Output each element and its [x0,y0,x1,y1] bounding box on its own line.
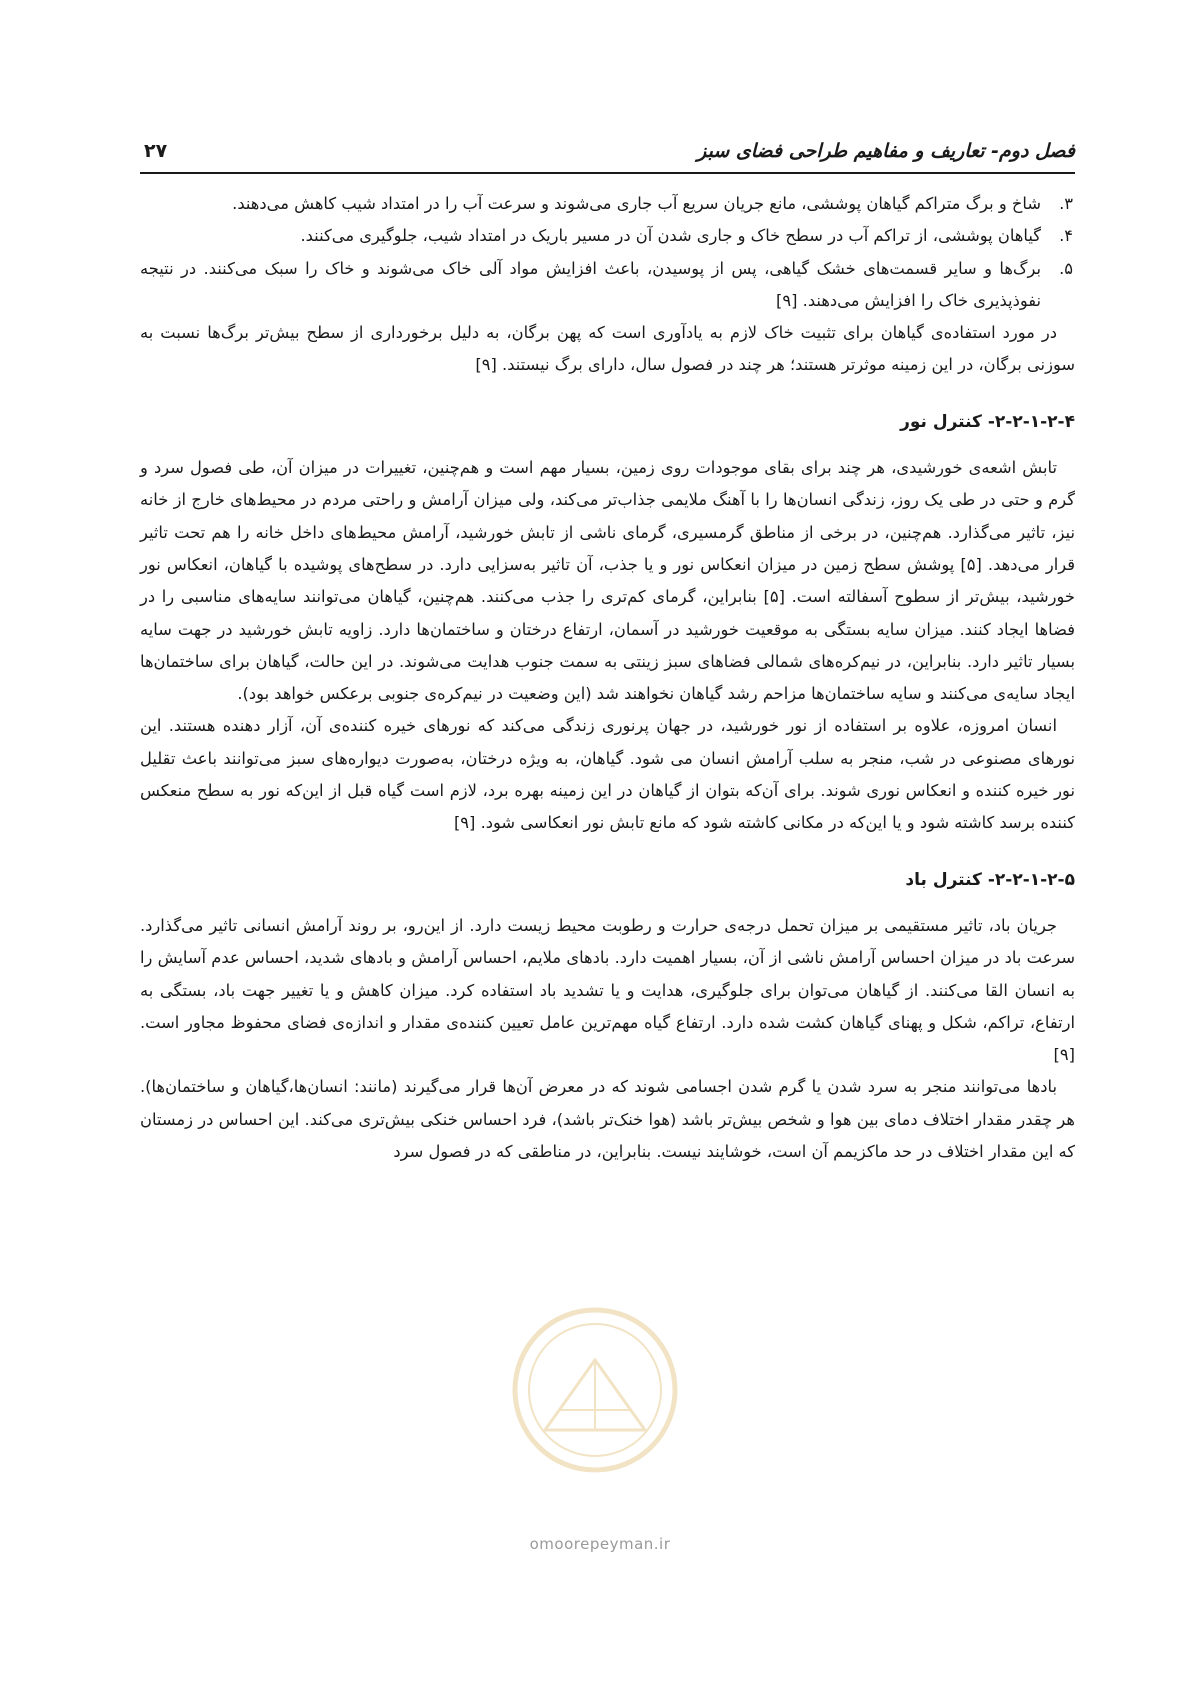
page-number: ۲۷ [144,140,168,162]
page-header [140,138,1075,174]
list-item-number: ۳. [1059,194,1073,213]
section-heading-light-control: ۲-۲-۱-۲-۴- کنترل نور [900,411,1075,432]
section-heading-wind-control: ۲-۲-۱-۲-۵- کنترل باد [905,869,1075,890]
paragraph: در مورد استفاده‌ی گیاهان برای تثبیت خاک لازم به یادآوری است که پهن برگان، به دلیل برخورداری از سطح بیش‌تر برگ‌ها نسبت به سوزنی برگان، در این زمینه موثرتر هستند؛ هر چند در فصول سال، دارای برگ نیستند. [۹] [140,323,1075,375]
list-item-text: برگ‌ها و سایر قسمت‌های خشک گیاهی، پس از پوسیدن، باعث افزایش مواد آلی خاک می‌شوند و خاک را سبک می‌کنند. در نتیجه نفوذپذیری خاک را افزایش می‌دهند. [۹] [140,258,1041,310]
paragraph: جریان باد، تاثیر مستقیمی بر میزان تحمل درجه‌ی حرارت و رطوبت محیط زیست دارد. از این‌رو، بر روند آرامش انسانی تاثیر می‌گذارد. سرعت باد در میزان احساس آرامش ناشی از آن، بسیار اهمیت دارد. بادهای ملایم، احساس آرامش و بادهای شدید، احساس عدم آسایش را به انسان القا می‌کنند. از گیاهان می‌توان برای جلوگیری، هدایت و یا تشدید باد استفاده کرد. میزان کاهش و یا تغییر جهت باد، بستگی به ارتفاع، تراکم، شکل و پهنای گیاهان کشت شده دارد. ارتفاع گیاه مهم‌ترین عامل تعیین کننده‌ی مقدار و اندازه‌ی فضای محفوظ مجاور است. [۹] [140,915,1075,1065]
list-item-number: ۵. [1059,258,1073,278]
paragraph: بادها می‌توانند منجر به سرد شدن یا گرم شدن اجسامی شوند که در معرض آن‌ها قرار می‌گیرند (مانند: انسان‌ها،گیاهان و ساختمان‌ها). هر چقدر مقدار اختلاف دمای بین هوا و شخص بیش‌تر باشد (هوا خنک‌تر باشد)، فرد احساس خنکی بیش‌تری می‌کند. این احساس در زمستان که این مقدار اختلاف در حد ماکزیمم آن است، خوشایند نیست. بنابراین، در مناطقی که در فصول سرد [140,1077,1075,1162]
watermark-url: omoorepeyman.ir [529,1535,671,1553]
list-item [140,253,1075,318]
running-title: فصل دوم- تعاریف و مفاهیم طراحی فضای سبز [697,140,1075,162]
page-content [140,188,1075,1168]
list-item-text: گیاهان پوششی، از تراکم آب در سطح خاک و جاری شدن آن در مسیر باریک در امتداد شیب، جلوگیری می‌کنند. [300,226,1041,246]
list-item-text: شاخ و برگ متراکم گیاهان پوششی، مانع جریان سریع آب جاری می‌شوند و سرعت آب را در امتداد شیب کاهش می‌دهند. [232,194,1041,213]
list-item-number: ۴. [1059,226,1073,246]
numbered-list [140,188,1075,317]
paragraph: تابش اشعه‌ی خورشیدی، هر چند برای بقای موجودات روی زمین، بسیار مهم است و هم‌چنین، تغییرات در میزان آن، طی فصول سرد و گرم و حتی در طی یک روز، زندگی انسان‌ها را با آهنگ ملایمی جذاب‌تر می‌کند، ولی میزان آرامش و راحتی مردم در محیط‌های خارج از خانه نیز، تاثیر می‌گذارد. هم‌چنین، در برخی از مناطق گرمسیری، گرمای ناشی از تابش خورشید، آرامش محیط‌های داخل خانه را هم تحت تاثیر قرار می‌دهد. [۵] پوشش سطح زمین در میزان انعکاس نور و یا جذب، آن تاثیر به‌سزایی دارد. در سطح‌های پوشیده با گیاهان، انعکاس نور خورشید، بیش‌تر از سطوح آسفالته است. [۵] بنابراین، گرمای کم‌تری را جذب می‌کنند. هم‌چنین، گیاهان می‌توانند سایه‌های مناسبی را در فضاها ایجاد کنند. میزان سایه بستگی به موقعیت خورشید در آسمان، ارتفاع درختان و ساختمان‌ها دارد. زاویه تابش خورشید در جهت سایه بسیار تاثیر دارد. بنابراین، در نیم‌کره‌های شمالی فضاهای سبز زینتی به سمت جنوب هدایت می‌شوند. در این حالت، گیاهان برای ساختمان‌ها ایجاد سایه‌ی می‌کنند و سایه ساختمان‌ها مزاحم رشد گیاهان نخواهند شد (این وضعیت در نیم‌کره‌ی جنوبی برعکس خواهد بود). [140,458,1075,704]
watermark-logo-icon [505,1300,685,1480]
paragraph: انسان امروزه، علاوه بر استفاده از نور خورشید، در جهان پرنوری زندگی می‌کند که نورهای خیره کننده‌ی آن، آزار دهنده هستند. این نورهای مصنوعی در شب، منجر به سلب آرامش انسان می شود. گیاهان، به ویژه درختان، به‌صورت دیواره‌های سبز می‌توانند باعث تقلیل نور خیره کننده و انعکاس نوری شوند. برای آن‌که بتوان از گیاهان در این زمینه بهره برد، لازم است گیاه قبل از این‌که نور به سطح منعکس کننده برسد کاشته شود و یا این‌که در مکانی کاشته شود که مانع تابش نور انعکاسی شود. [۹] [140,716,1075,833]
list-item [140,188,1075,220]
list-item [140,220,1075,252]
